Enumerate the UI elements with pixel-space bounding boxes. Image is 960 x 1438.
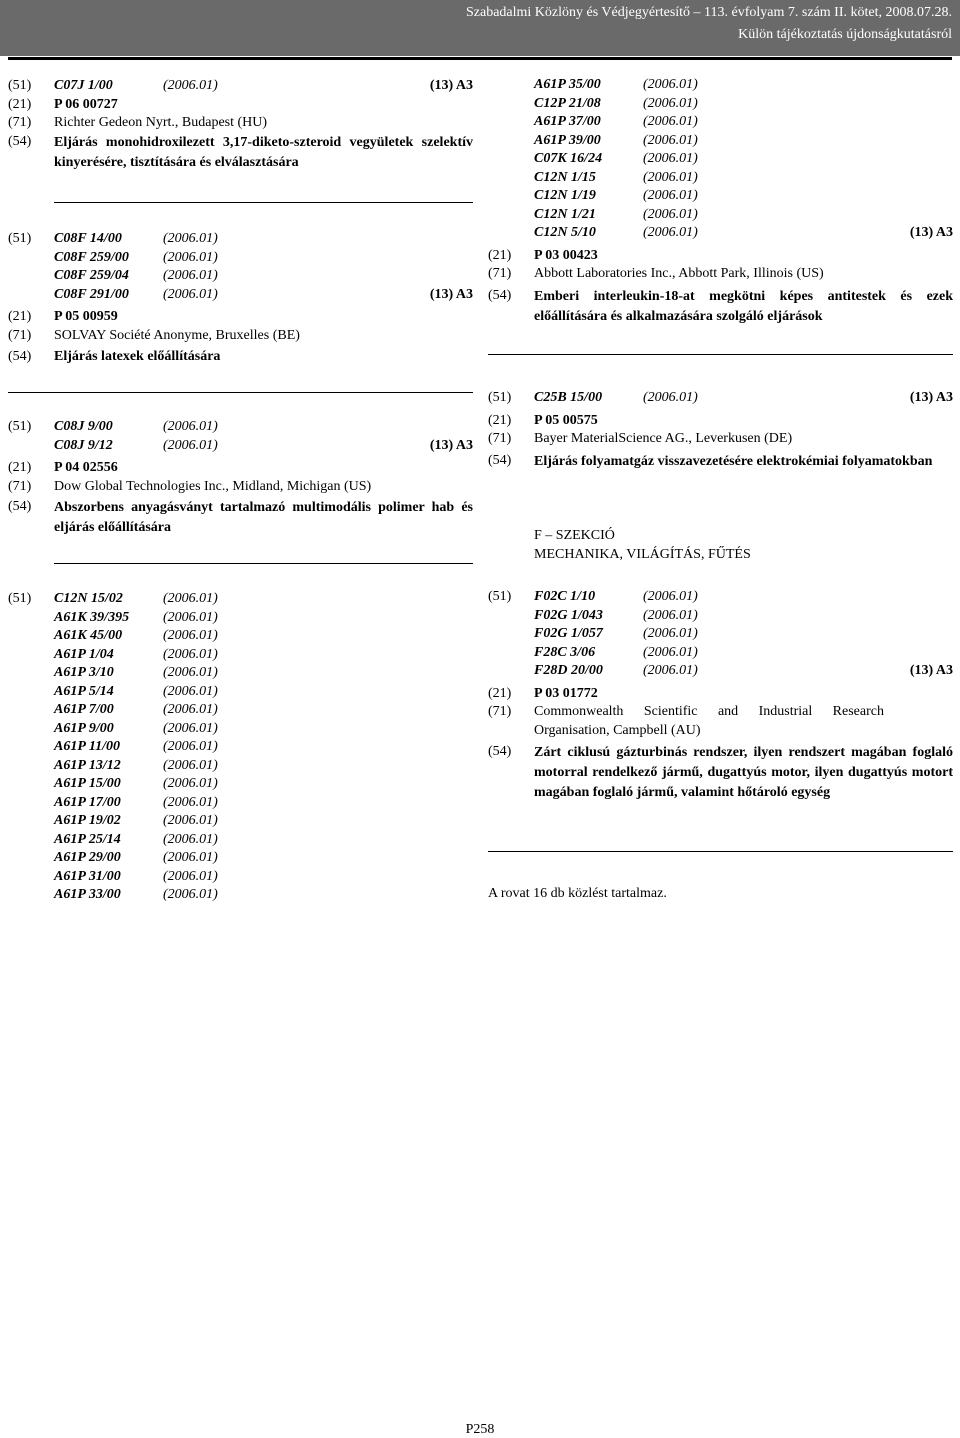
ipc-version: (2006.01) bbox=[643, 151, 698, 166]
page-number: P258 bbox=[465, 1422, 495, 1437]
ipc-code: C12N 15/02 bbox=[54, 591, 123, 606]
ipc-code: C25B 15/00 bbox=[534, 390, 603, 405]
ipc-code: C07J 1/00 bbox=[54, 78, 113, 93]
ipc-version: (2006.01) bbox=[163, 286, 218, 302]
entry-separator bbox=[54, 202, 473, 203]
ipc-version: (2006.01) bbox=[643, 188, 698, 203]
journal-subtitle: Külön tájékoztatás újdonságkutatásról bbox=[738, 27, 952, 42]
patent-entry-3 bbox=[8, 418, 473, 538]
field-code-54: (54) bbox=[488, 452, 512, 468]
kind-code: (13) A3 bbox=[429, 78, 473, 93]
ipc-version: (2006.01) bbox=[163, 437, 218, 453]
field-code-71: (71) bbox=[488, 266, 512, 281]
field-code-71: (71) bbox=[8, 115, 32, 130]
field-code-21: (21) bbox=[8, 460, 32, 475]
ipc-version: (2006.01) bbox=[163, 831, 218, 847]
field-code-71: (71) bbox=[488, 431, 512, 446]
ipc-version: (2006.01) bbox=[163, 776, 218, 791]
ipc-version: (2006.01) bbox=[163, 683, 218, 699]
ipc-version: (2006.01) bbox=[163, 268, 218, 283]
application-number: P 03 01772 bbox=[534, 685, 598, 701]
ipc-version: (2006.01) bbox=[643, 607, 698, 623]
ipc-code: C08F 259/00 bbox=[54, 249, 129, 265]
entry-separator bbox=[488, 851, 953, 852]
field-code-21: (21) bbox=[488, 412, 512, 428]
field-code-21: (21) bbox=[8, 309, 32, 324]
ipc-version: (2006.01) bbox=[163, 231, 218, 246]
ipc-version: (2006.01) bbox=[163, 813, 218, 828]
section-title: MECHANIKA, VILÁGÍTÁS, FŰTÉS bbox=[534, 547, 751, 562]
field-code-21: (21) bbox=[488, 247, 512, 263]
ipc-code: A61P 1/04 bbox=[54, 646, 114, 662]
ipc-code: A61P 17/00 bbox=[54, 794, 121, 810]
field-code-51: (51) bbox=[8, 419, 32, 434]
ipc-code: C08J 9/00 bbox=[54, 419, 113, 434]
ipc-code: C12N 1/15 bbox=[534, 169, 596, 185]
field-code-54: (54) bbox=[488, 287, 512, 303]
ipc-version: (2006.01) bbox=[163, 720, 218, 736]
ipc-version: (2006.01) bbox=[643, 132, 698, 148]
invention-title: Eljárás monohidroxilezett 3,17-diketo-szteroid vegyületek szelektív kinyerésére, tisztítására és elválasztására bbox=[54, 134, 473, 170]
ipc-code: C08F 291/00 bbox=[54, 286, 129, 302]
section-heading bbox=[534, 526, 751, 564]
ipc-code: A61P 11/00 bbox=[54, 739, 120, 754]
applicant: Abbott Laboratories Inc., Abbott Park, Illinois (US) bbox=[534, 266, 824, 281]
ipc-code: A61K 39/395 bbox=[54, 609, 130, 625]
field-code-51: (51) bbox=[488, 390, 512, 405]
header-rule bbox=[8, 57, 952, 60]
field-code-54: (54) bbox=[8, 499, 32, 514]
ipc-code: A61P 7/00 bbox=[54, 702, 114, 717]
patent-entry-4 bbox=[8, 590, 473, 905]
ipc-code: C07K 16/24 bbox=[534, 151, 603, 166]
field-code-71: (71) bbox=[8, 327, 32, 343]
field-code-54: (54) bbox=[8, 349, 32, 364]
patent-entry-4-continued bbox=[488, 76, 953, 327]
ipc-code: C12N 5/10 bbox=[534, 225, 596, 240]
ipc-code: A61P 39/00 bbox=[534, 132, 601, 148]
ipc-code: A61P 5/14 bbox=[54, 683, 114, 699]
ipc-version: (2006.01) bbox=[643, 390, 698, 405]
patent-entry-6 bbox=[488, 588, 953, 823]
field-code-51: (51) bbox=[8, 591, 32, 606]
ipc-code: A61P 37/00 bbox=[534, 114, 601, 129]
field-code-54: (54) bbox=[8, 133, 32, 149]
field-code-51: (51) bbox=[8, 78, 32, 93]
ipc-version: (2006.01) bbox=[163, 757, 218, 773]
ipc-version: (2006.01) bbox=[643, 77, 698, 92]
ipc-code: A61P 35/00 bbox=[534, 77, 601, 92]
ipc-version: (2006.01) bbox=[643, 644, 698, 660]
ipc-version: (2006.01) bbox=[163, 249, 218, 265]
ipc-code: A61P 19/02 bbox=[54, 813, 121, 828]
section-letter: F – SZEKCIÓ bbox=[534, 528, 615, 543]
field-code-54: (54) bbox=[488, 744, 512, 759]
entry-separator bbox=[8, 392, 473, 393]
invention-title: Eljárás folyamatgáz visszavezetésére elektrokémiai folyamatokban bbox=[534, 453, 933, 469]
ipc-code: A61P 29/00 bbox=[54, 850, 121, 865]
ipc-code: F02G 1/057 bbox=[534, 626, 603, 641]
ipc-version: (2006.01) bbox=[163, 665, 218, 680]
applicant: SOLVAY Société Anonyme, Bruxelles (BE) bbox=[54, 327, 300, 343]
application-number: P 04 02556 bbox=[54, 460, 118, 475]
ipc-version: (2006.01) bbox=[163, 850, 218, 865]
entry-separator bbox=[54, 563, 473, 564]
ipc-version: (2006.01) bbox=[163, 419, 218, 434]
kind-code: (13) A3 bbox=[429, 286, 473, 302]
ipc-code: A61P 15/00 bbox=[54, 776, 121, 791]
ipc-version: (2006.01) bbox=[163, 702, 218, 717]
field-code-21: (21) bbox=[488, 685, 512, 701]
ipc-version: (2006.01) bbox=[163, 739, 218, 754]
ipc-code: C08F 14/00 bbox=[54, 231, 122, 246]
ipc-code: C12P 21/08 bbox=[534, 95, 601, 111]
applicant: Bayer MaterialScience AG., Leverkusen (DE) bbox=[534, 431, 793, 446]
field-code-71: (71) bbox=[488, 704, 512, 719]
ipc-code: F28C 3/06 bbox=[534, 644, 596, 660]
application-number: P 05 00959 bbox=[54, 309, 118, 324]
ipc-code: F02G 1/043 bbox=[534, 607, 603, 623]
ipc-code: F28D 20/00 bbox=[534, 663, 603, 678]
invention-title: Emberi interleukin-18-at megkötni képes antitestek és ezek előállítására és alkalmazására szolgáló eljárások bbox=[534, 288, 953, 324]
ipc-version: (2006.01) bbox=[163, 794, 218, 810]
ipc-version: (2006.01) bbox=[163, 591, 218, 606]
application-number: P 05 00575 bbox=[534, 412, 598, 428]
field-code-71: (71) bbox=[8, 478, 32, 494]
ipc-code: C08J 9/12 bbox=[54, 437, 113, 453]
field-code-51: (51) bbox=[488, 589, 512, 604]
applicant: Richter Gedeon Nyrt., Budapest (HU) bbox=[54, 115, 268, 130]
ipc-code: A61P 31/00 bbox=[54, 868, 121, 884]
ipc-version: (2006.01) bbox=[643, 589, 698, 604]
ipc-version: (2006.01) bbox=[163, 868, 218, 884]
ipc-version: (2006.01) bbox=[163, 78, 218, 93]
ipc-code: A61P 25/14 bbox=[54, 831, 121, 847]
ipc-code: A61K 45/00 bbox=[54, 628, 123, 643]
field-code-51: (51) bbox=[8, 231, 32, 246]
ipc-version: (2006.01) bbox=[163, 609, 218, 625]
ipc-code: C12N 1/21 bbox=[534, 206, 596, 222]
patent-entry-2 bbox=[8, 230, 473, 367]
ipc-code: A61P 13/12 bbox=[54, 757, 121, 773]
entry-separator bbox=[488, 354, 953, 355]
ipc-version: (2006.01) bbox=[643, 225, 698, 240]
section-summary: A rovat 16 db közlést tartalmaz. bbox=[488, 886, 667, 901]
ipc-version: (2006.01) bbox=[643, 626, 698, 641]
ipc-version: (2006.01) bbox=[163, 628, 218, 643]
ipc-code: A61P 3/10 bbox=[54, 665, 114, 680]
invention-title: Eljárás latexek előállítására bbox=[54, 349, 221, 364]
invention-title: Zárt ciklusú gázturbinás rendszer, ilyen rendszert magában foglaló motorral rendelkező jármű, dugattyús motor, ilyen dugattyús motort magában foglaló jármű, valamint hőtároló egység bbox=[534, 745, 953, 800]
patent-entry-5 bbox=[488, 389, 953, 492]
patent-entry-1 bbox=[8, 77, 473, 173]
ipc-version: (2006.01) bbox=[163, 887, 218, 902]
invention-title: Abszorbens anyagásványt tartalmazó multimodális polimer hab és eljárás előállítására bbox=[54, 500, 473, 535]
ipc-version: (2006.01) bbox=[643, 206, 698, 222]
ipc-version: (2006.01) bbox=[643, 663, 698, 678]
journal-title: Szabadalmi Közlöny és Védjegyértesítő – 113. évfolyam 7. szám II. kötet, 2008.07.28. bbox=[465, 5, 952, 20]
application-number: P 06 00727 bbox=[54, 96, 118, 112]
kind-code: (13) A3 bbox=[429, 437, 473, 453]
ipc-code: A61P 33/00 bbox=[54, 887, 121, 902]
ipc-code: C08F 259/04 bbox=[54, 268, 129, 283]
ipc-version: (2006.01) bbox=[163, 646, 218, 662]
page-header bbox=[0, 0, 960, 56]
ipc-code: F02C 1/10 bbox=[534, 589, 596, 604]
kind-code: (13) A3 bbox=[909, 390, 953, 405]
ipc-code: C12N 1/19 bbox=[534, 188, 596, 203]
kind-code: (13) A3 bbox=[909, 663, 953, 678]
ipc-version: (2006.01) bbox=[643, 114, 698, 129]
ipc-version: (2006.01) bbox=[643, 169, 698, 185]
applicant: Commonwealth Scientific and Industrial Research Organisation, Campbell (AU) bbox=[534, 704, 884, 738]
ipc-code: A61P 9/00 bbox=[54, 720, 114, 736]
application-number: P 03 00423 bbox=[534, 247, 598, 263]
ipc-version: (2006.01) bbox=[643, 95, 698, 111]
applicant: Dow Global Technologies Inc., Midland, Michigan (US) bbox=[54, 478, 372, 494]
kind-code: (13) A3 bbox=[909, 225, 953, 240]
field-code-21: (21) bbox=[8, 96, 32, 112]
